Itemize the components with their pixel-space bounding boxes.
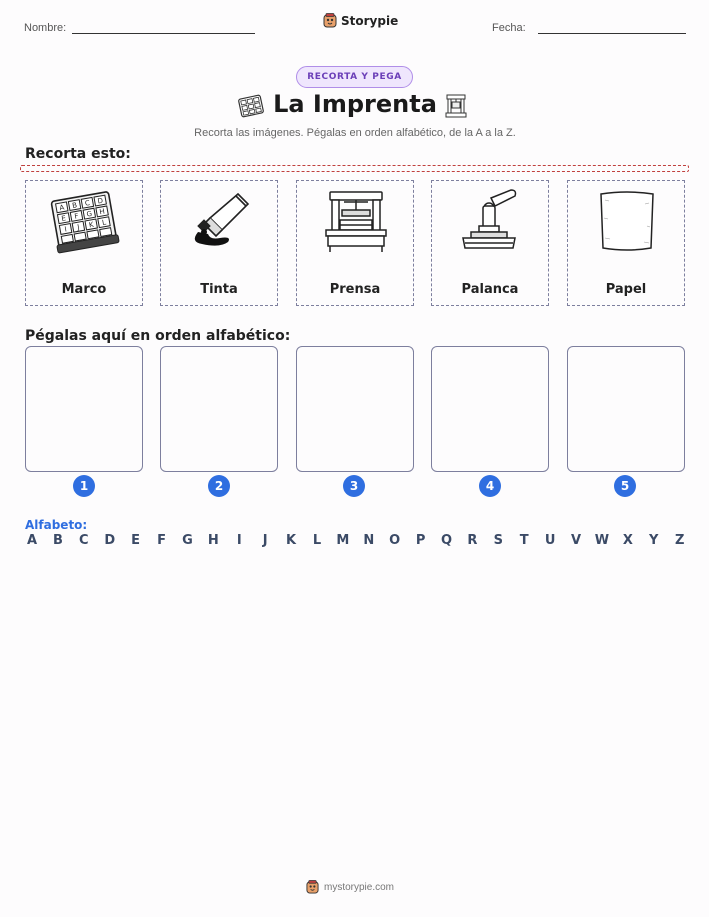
paste-box-4[interactable] [431,346,549,472]
alphabet-heading: Alfabeto: [25,518,88,532]
paste-box-3[interactable] [296,346,414,472]
svg-text:I: I [63,225,68,234]
cut-line [20,165,689,172]
svg-text:L: L [101,218,107,227]
number-badge-5: 5 [614,475,636,497]
cut-card-tinta[interactable] [160,180,278,306]
number-badge-1: 1 [73,475,95,497]
card-label: Tinta [200,282,238,297]
letter: V [571,533,582,548]
svg-text:A: A [58,203,65,213]
type-tray-icon [45,188,125,254]
letter: R [467,533,478,548]
letter: A [26,533,38,548]
letter: K [286,533,297,548]
number-badge-3: 3 [343,475,365,497]
card-label: Palanca [461,282,519,297]
cut-heading: Recorta esto: [25,146,131,162]
letter: Z [674,533,685,548]
letter: P [415,533,426,548]
letter: I [236,533,242,548]
date-label: Fecha: [492,22,526,34]
storypie-mascot-icon [323,13,337,28]
letter: E [131,533,141,548]
lever-icon [451,188,531,254]
svg-text:C: C [84,198,91,208]
svg-text:B: B [71,201,78,210]
card-label: Prensa [329,282,381,297]
page-title: La Imprenta [273,90,437,118]
alphabet-row [24,533,688,548]
letter: H [207,533,219,548]
svg-text:H: H [98,207,106,217]
letter: S [493,533,503,548]
letter: F [157,533,166,548]
letter: G [182,533,193,548]
letter: Q [440,533,453,548]
letter: X [622,533,633,548]
brand-name: Storypie [341,13,399,28]
cut-card-palanca[interactable] [431,180,549,306]
footer-site: mystorypie.com [324,881,395,893]
name-label: Nombre: [24,22,67,34]
svg-text:G: G [86,209,93,219]
cut-card-papel[interactable] [567,180,685,306]
name-line[interactable] [72,33,255,34]
storypie-mascot-icon [306,880,319,894]
number-badge-2: 2 [208,475,230,497]
letter: J [262,533,268,548]
date-line[interactable] [538,33,686,34]
cut-card-marco[interactable] [25,180,143,306]
card-label: Papel [605,282,647,297]
letter: D [104,533,116,548]
printing-press-icon [316,188,396,254]
paste-box-2[interactable] [160,346,278,472]
letter: W [594,533,610,548]
paste-box-1[interactable] [25,346,143,472]
letter: C [79,533,89,548]
letter: B [52,533,63,548]
svg-text:D: D [96,196,104,206]
paper-icon [587,188,667,254]
card-label: Marco [61,282,107,297]
number-badge-4: 4 [479,475,501,497]
svg-text:J: J [76,223,81,232]
svg-text:F: F [73,212,80,221]
svg-text:K: K [88,220,95,230]
letter: T [519,533,529,548]
letter: U [544,533,556,548]
cut-card-prensa[interactable] [296,180,414,306]
svg-text:E: E [60,214,67,223]
paste-heading: Pégalas aquí en orden alfabético: [25,328,291,344]
letter: N [363,533,375,548]
activity-tag: RECORTA Y PEGA [296,66,413,88]
letter: O [389,533,401,548]
letter: M [336,533,350,548]
ink-tube-icon [180,188,260,254]
paste-box-5[interactable] [567,346,685,472]
letter: Y [649,533,659,548]
press-machine-icon [444,93,468,119]
brand-logo [323,13,398,28]
footer [306,880,394,894]
letter: L [312,533,322,548]
instructions: Recorta las imágenes. Pégalas en orden alfabético, de la A a la Z. [194,127,516,139]
